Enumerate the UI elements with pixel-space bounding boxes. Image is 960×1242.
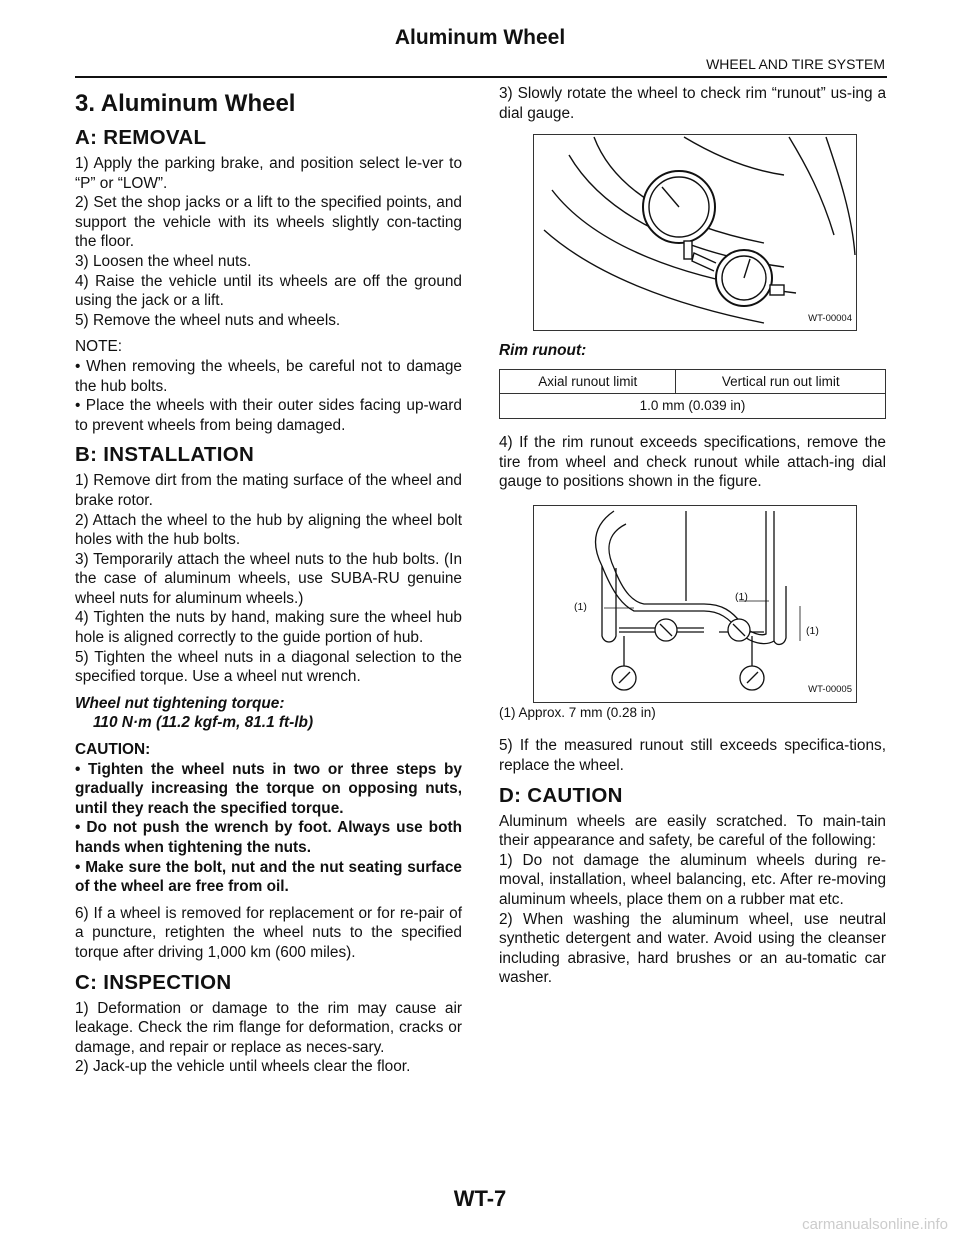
runout-measurement-figure — [533, 505, 857, 703]
removal-step: 4) Raise the vehicle until its wheels are off the ground using the jack or a lift. — [75, 272, 462, 310]
inspection-step: 2) Jack-up the vehicle until wheels clear the floor. — [75, 1058, 411, 1076]
runout-table — [499, 369, 886, 419]
installation-step: 3) Temporarily attach the wheel nuts to the hub bolts. (In the case of aluminum wheels, use SUBA-RU genuine wheel nuts for aluminum wheels.) — [75, 550, 462, 607]
note-item: • When removing the wheels, be careful not to damage the hub bolts. — [75, 357, 462, 395]
dial-gauge-figure — [533, 134, 857, 331]
installation-step: 2) Attach the wheel to the hub by aligning the wheel bolt holes with the hub bolts. — [75, 511, 462, 549]
table-header: Vertical run out limit — [676, 369, 886, 394]
callout-label: (1) — [806, 624, 819, 637]
removal-step: 3) Loosen the wheel nuts. — [75, 252, 252, 270]
callout-label: (1) — [735, 590, 748, 603]
caution-heading: D: CAUTION — [499, 783, 623, 807]
caution-step: 2) When washing the aluminum wheel, use neutral synthetic detergent and water. Avoid using the cleanser including abrasive, hard brushes or an au-tomatic car washer. — [499, 910, 886, 987]
removal-step: 1) Apply the parking brake, and position select le-ver to “P” or “LOW”. — [75, 155, 462, 192]
installation-heading: B: INSTALLATION — [75, 443, 255, 467]
caution-item: • Tighten the wheel nuts in two or three steps by gradually increasing the torque on opposing nuts, until they reach the specified torque. — [75, 760, 462, 817]
page-header-title: Aluminum Wheel — [394, 26, 566, 49]
rim-runout-label: Rim runout: — [499, 342, 587, 360]
caution-intro: Aluminum wheels are easily scratched. To main-tain their appearance and safety, be careful of the following: — [499, 812, 886, 850]
section-title: 3. Aluminum Wheel — [75, 90, 296, 117]
torque-label: Wheel nut tightening torque: — [75, 694, 285, 712]
page-number: WT-7 — [453, 1186, 507, 1211]
installation-step: 4) Tighten the nuts by hand, making sure the wheel hub hole is aligned correctly to the guide portion of hub. — [75, 609, 462, 647]
right-column — [499, 84, 886, 988]
left-column — [75, 84, 462, 1077]
section-name: WHEEL AND TIRE SYSTEM — [706, 56, 885, 72]
inspection-step: 4) If the rim runout exceeds specifications, remove the tire from wheel and check runout while attach-ing dial gauge to positions shown in the figure. — [499, 433, 886, 491]
figure-note: (1) Approx. 7 mm (0.28 in) — [499, 704, 656, 720]
note-item: • Place the wheels with their outer sides facing up-ward to prevent wheels from being damaged. — [75, 397, 462, 434]
installation-step: 6) If a wheel is removed for replacement or for re-pair of a puncture, retighten the wheel nuts to the specified torque after driving 1,000 km (600 miles). — [75, 904, 462, 961]
inspection-step: 3) Slowly rotate the wheel to check rim “runout” us-ing a dial gauge. — [499, 85, 886, 122]
note-label: NOTE: — [75, 338, 123, 356]
callout-label: (1) — [574, 600, 587, 613]
caution-item: • Do not push the wrench by foot. Always use both hands when tightening the nuts. — [75, 819, 462, 856]
figure-id: WT-00004 — [808, 312, 852, 324]
caution-item: • Make sure the bolt, nut and the nut seating surface of the wheel are free from oil. — [75, 858, 462, 896]
watermark: carmanualsonline.info — [802, 1216, 948, 1233]
inspection-heading: C: INSPECTION — [75, 970, 232, 994]
installation-step: 1) Remove dirt from the mating surface of the wheel and brake rotor. — [75, 472, 462, 509]
torque-value: 110 N·m (11.2 kgf-m, 81.1 ft-lb) — [93, 714, 314, 732]
figure-id: WT-00005 — [808, 684, 852, 696]
inspection-step: 1) Deformation or damage to the rim may cause air leakage. Check the rim flange for deformation, cracks or damage, and repair or replace as neces-sary. — [75, 999, 462, 1056]
header-rule — [75, 76, 887, 78]
caution-step: 1) Do not damage the aluminum wheels during re-moval, installation, wheel balancing, etc. After re-moving aluminum wheels, place them on a rubber mat etc. — [499, 851, 886, 908]
caution-label: CAUTION: — [75, 741, 151, 759]
removal-heading: A: REMOVAL — [75, 126, 207, 149]
table-cell: 1.0 mm (0.039 in) — [500, 394, 886, 419]
removal-step: 2) Set the shop jacks or a lift to the specified points, and support the vehicle with its wheels slightly con-tacting the floor. — [75, 194, 462, 251]
installation-step: 5) Tighten the wheel nuts in a diagonal selection to the specified torque. Use a wheel nut wrench. — [75, 648, 462, 686]
removal-step: 5) Remove the wheel nuts and wheels. — [75, 311, 341, 329]
dial-gauge-illustration — [534, 135, 856, 330]
table-header: Axial runout limit — [500, 369, 676, 394]
inspection-step: 5) If the measured runout still exceeds specifica-tions, replace the wheel. — [499, 737, 886, 774]
